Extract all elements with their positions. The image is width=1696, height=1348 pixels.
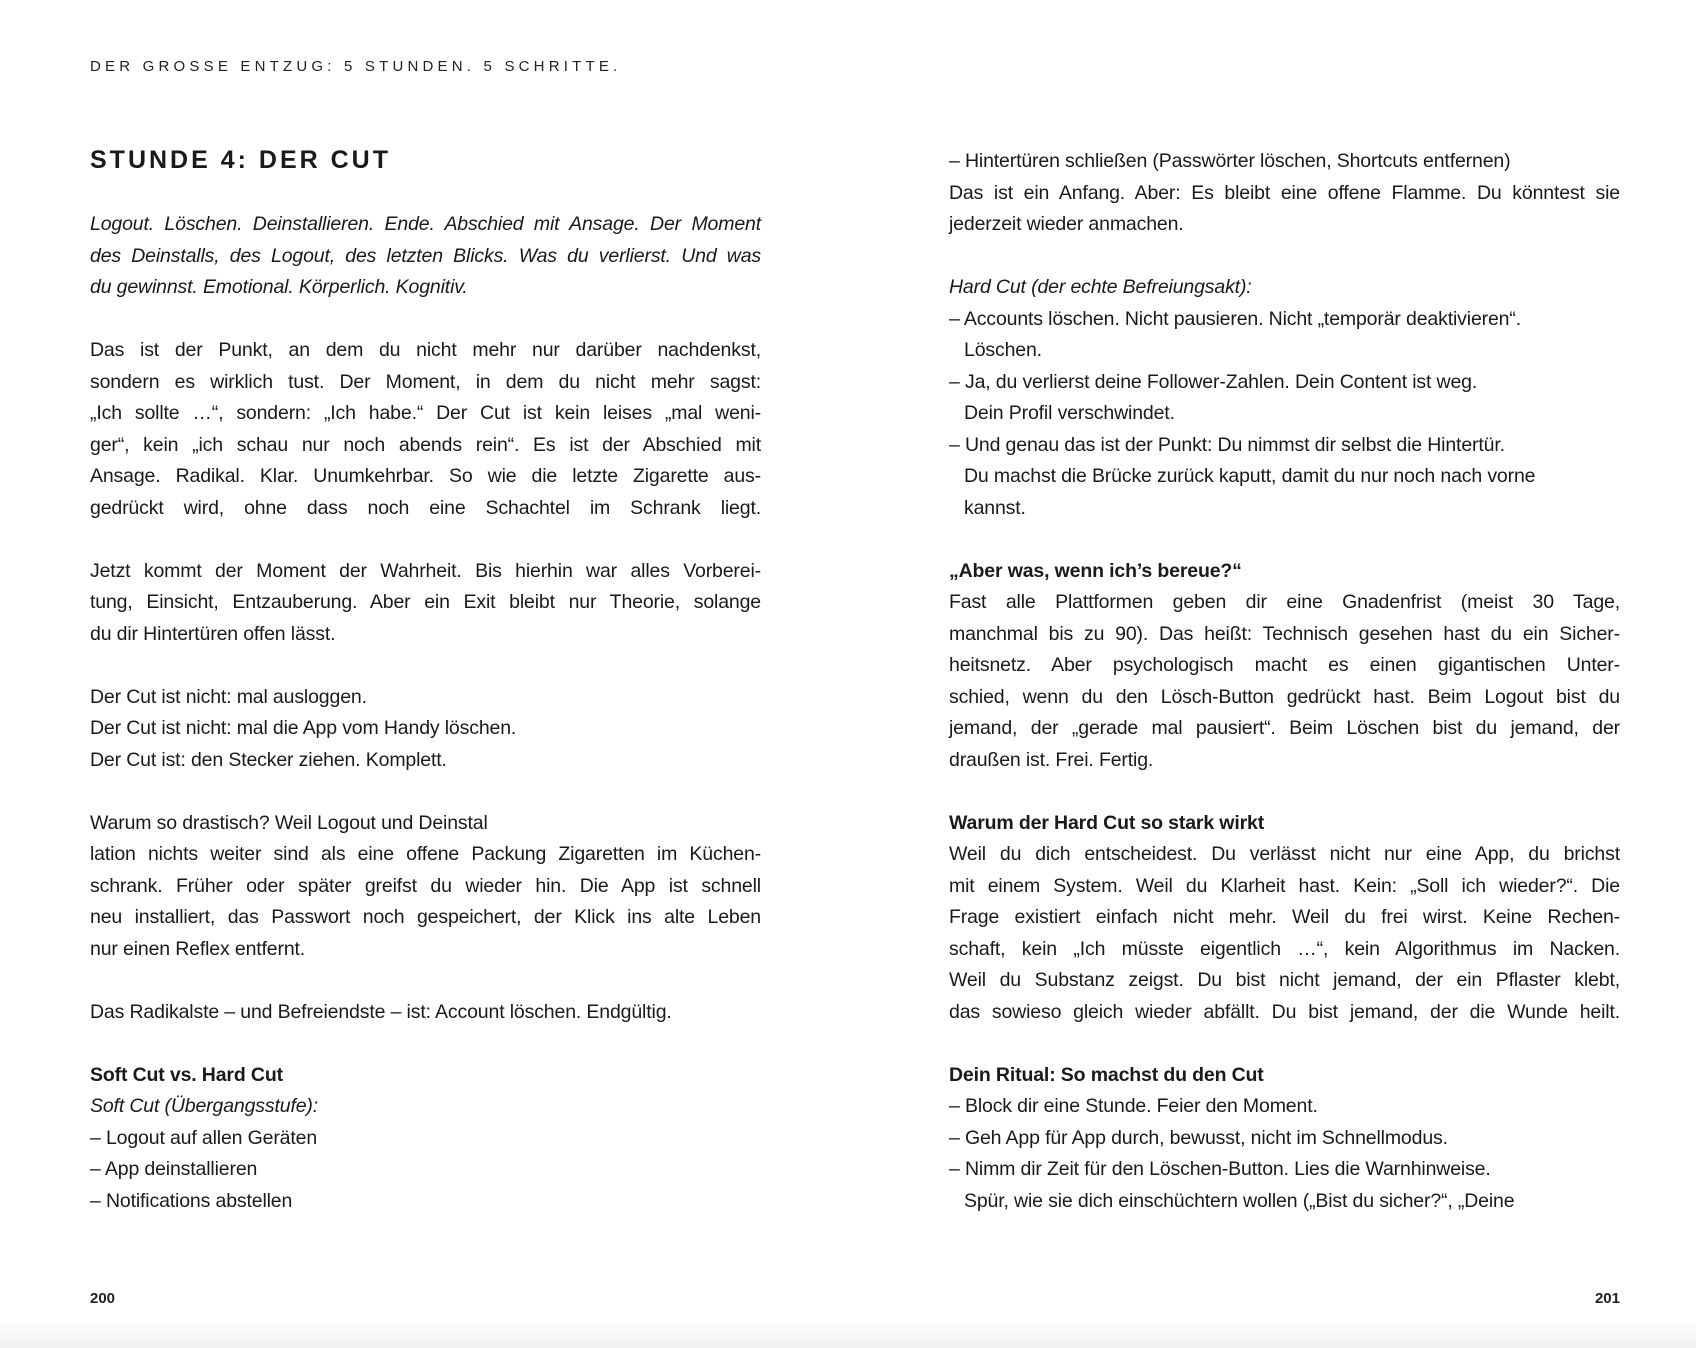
text-line: – Ja, du verlierst deine Follower-Zahlen. Dein Content ist weg. [949,370,1478,393]
text-line: – Logout auf allen Geräten [90,1126,318,1149]
text-line: – Block dir eine Stunde. Feier den Moment. [949,1095,1318,1117]
blank-line [90,524,761,556]
text-line: – Nimm dir Zeit für den Löschen-Button. Lies die Warnhinweise. [949,1158,1491,1180]
blank-line [949,1028,1620,1060]
text-line: mit einem System. Weil du Klarheit hast. Kein: „Soll ich wieder?“. Die [949,874,1620,897]
text-line: Soft Cut (Übergangsstufe): [90,1095,319,1117]
blank-line [90,776,761,808]
blank-line [949,241,1620,273]
page-shadow [0,1318,1696,1348]
text-line: schied, wenn du den Lösch-Button gedrückt hast. Beim Logout bist du [949,685,1620,708]
text-line: Jetzt kommt der Moment der Wahrheit. Bis hierhin war alles Vorberei- [90,559,761,582]
text-line: Der Cut ist nicht: mal die App vom Handy löschen. [90,717,517,739]
text-line: lation nichts weiter sind als eine offene Packung Zigaretten im Küchen- [90,843,761,865]
text-line: Weil du dich entscheidest. Du verlässt nicht nur eine App, du brichst [949,843,1620,865]
page-number-left: 200 [90,1290,116,1307]
text-line: Warum so drastisch? Weil Logout und Deinstal [90,811,488,834]
text-line: jemand, der „gerade mal pausiert“. Beim Löschen bist du jemand, der [949,717,1620,739]
blank-line [90,304,761,336]
text-line: manchmal bis zu 90). Das heißt: Technisch gesehen hast du ein Sicher- [949,622,1620,645]
text-line: schrank. Früher oder später greifst du wieder hin. Die App ist schnell [90,874,761,897]
text-line: heitsnetz. Aber psychologisch macht es einen gigantischen Unter- [949,654,1620,676]
text-line: – Geh App für App durch, bewusst, nicht im Schnellmodus. [949,1126,1448,1149]
text-line: Spür, wie sie dich einschüchtern wollen („Bist du sicher?“, „Deine [964,1189,1515,1212]
text-line: Fast alle Plattformen geben dir eine Gnadenfrist (meist 30 Tage, [949,591,1620,613]
text-line: draußen ist. Frei. Fertig. [949,748,1154,771]
text-line: sondern es wirklich tust. Der Moment, in dem du nicht mehr sagst: [90,370,761,393]
text-line: Du machst die Brücke zurück kaputt, damit du nur noch nach vorne [964,465,1536,487]
text-line: Logout. Löschen. Deinstallieren. Ende. Abschied mit Ansage. Der Moment [90,213,761,235]
text-line: nur einen Reflex entfernt. [90,937,306,960]
text-line: Weil du Substanz zeigst. Du bist nicht jemand, der ein Pflaster klebt, [949,969,1620,991]
section-heading: Warum der Hard Cut so stark wirkt [949,811,1265,834]
text-line: Das Radikalste – und Befreiendste – ist: Account löschen. Endgültig. [90,1000,672,1023]
text-line: Ansage. Radikal. Klar. Unumkehrbar. So wie die letzte Zigarette aus- [90,465,761,487]
right-page-text [949,146,1620,1217]
text-line: Das ist ein Anfang. Aber: Es bleibt eine offene Flamme. Du könntest sie [949,181,1620,204]
text-line: „Ich sollte …“, sondern: „Ich habe.“ Der Cut ist kein leises „mal weni- [90,402,761,424]
text-line: ger“, kein „ich schau nur noch abends rein“. Es ist der Abschied mit [90,433,761,456]
chapter-title: STUNDE 4: DER CUT [90,146,392,174]
blank-line [949,776,1620,808]
text-line: des Deinstalls, des Logout, des letzten Blicks. Was du verlierst. Und was [90,244,761,267]
page-number-right: 201 [1594,1290,1620,1307]
text-line: – Notifications abstellen [90,1189,293,1212]
section-heading: „Aber was, wenn ich’s bereue?“ [949,559,1242,582]
section-heading: Dein Ritual: So machst du den Cut [949,1063,1264,1086]
blank-line [90,965,761,997]
text-line: du dir Hintertüren offen lässt. [90,622,336,645]
section-heading: Soft Cut vs. Hard Cut [90,1063,283,1086]
text-line: neu installiert, das Passwort noch gespeichert, der Klick ins alte Leben [90,906,761,928]
text-line: Das ist der Punkt, an dem du nicht mehr nur darüber nachdenkst, [90,339,761,361]
text-line: – Accounts löschen. Nicht pausieren. Nicht „temporär deaktivieren“. [949,307,1521,330]
blank-line [949,524,1620,556]
text-line: tung, Einsicht, Entzauberung. Aber ein Exit bleibt nur Theorie, solange [90,591,761,613]
text-line: schaft, kein „Ich müsste eigentlich …“, kein Algorithmus im Nacken. [949,937,1620,960]
blank-line [90,650,761,682]
blank-line [90,1028,761,1060]
running-head: DER GROSSE ENTZUG: 5 STUNDEN. 5 SCHRITTE. [90,58,622,75]
text-line: Der Cut ist: den Stecker ziehen. Komplett. [90,748,447,771]
text-line: – App deinstallieren [90,1158,258,1180]
text-line: Der Cut ist nicht: mal ausloggen. [90,685,367,708]
text-line: Hard Cut (der echte Befreiungsakt): [949,276,1252,298]
text-line: das sowieso gleich wieder abfällt. Du bist jemand, der die Wunde heilt. [949,1000,1620,1023]
text-line: kannst. [964,496,1026,519]
text-line: Dein Profil verschwindet. [964,402,1175,424]
text-line: – Hintertüren schließen (Passwörter löschen, Shortcuts entfernen) [949,150,1511,172]
text-line: Frage existiert einfach nicht mehr. Weil du frei wirst. Keine Rechen- [949,906,1620,928]
text-line: Löschen. [964,339,1042,361]
text-line: jederzeit wieder anmachen. [949,213,1184,235]
text-line: – Und genau das ist der Punkt: Du nimmst dir selbst die Hintertür. [949,433,1505,456]
text-line: du gewinnst. Emotional. Körperlich. Kognitiv. [90,276,468,298]
left-page-text [90,209,761,1217]
text-line: gedrückt wird, ohne dass noch eine Schachtel im Schrank liegt. [90,496,761,519]
